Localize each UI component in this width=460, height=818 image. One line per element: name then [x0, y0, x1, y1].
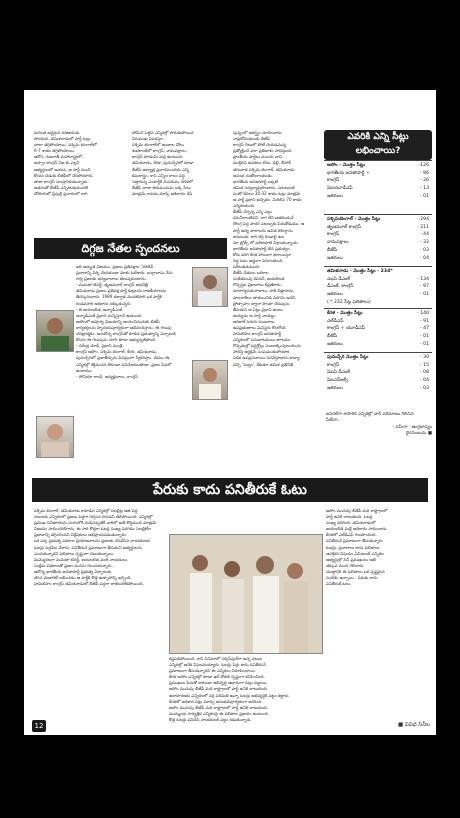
text-line: కార్యకర్తలను హృదయపూర్వకంగా అభినందిస్తాను. ఈ గెలుపు	[76, 324, 172, 330]
leaders-heading: దిగ్గజ నేతల స్పందనలు	[34, 238, 227, 259]
sidebar-row	[324, 310, 432, 318]
sidebar-row-value: - 15	[420, 362, 429, 368]
sidebar-row-value: -126	[418, 163, 429, 168]
text-line: కొత్త ఓటర్లు పనిచేసే నాయకులకే పట్టం కడుతున్నారు.	[169, 716, 252, 722]
text-line: విరుముఖ వివరస్తూ.	[132, 136, 165, 142]
sidebar-row-value: - 13	[420, 186, 429, 192]
text-line: పుదుచ్చేరిలో ప్రజాతీర్పును వినమ్రంగా స్వీకరిస్తాం. మేము ఈ	[76, 355, 170, 361]
sidebar-row-value: - 01	[420, 292, 429, 298]
article-heading: పేరుకు కాదు పనితీరుకే ఓటు	[32, 478, 428, 502]
sidebar-row-label: ( * 232 సీట్ల ఫలితాలు)	[327, 299, 371, 305]
article-photo	[169, 534, 323, 654]
sidebar-row	[324, 325, 432, 333]
text-line: కష్టపడిపోయింది. కాని సినిమాలో సక్సెస్‌ఫుల్‌గా ఉన్న నటుల	[169, 656, 263, 661]
sidebar-row	[324, 276, 432, 284]
text-line: మారాగ్యసుకుసారాలు, పాకి చిత్రాసాను,	[233, 288, 295, 294]
text-line: బీజేపీ ఆధ్యాత్ర ప్రచారముందిరు ఎన్ని	[132, 166, 190, 172]
text-line: నావ్రదోవింతులకు బీజేపీ	[233, 136, 270, 142]
text-line: - సోనియా గాంధీ, అధ్యక్షురాలు, కాంగ్రెస్	[76, 373, 139, 379]
text-line: ఎంచుకున్నారని ఫలితాలు స్పష్టంగా చెబుతున్నాయి.	[34, 550, 115, 556]
sidebar-row-label: కేరళ - మొత్తం సీట్లు	[327, 311, 363, 316]
sidebar-row-label: ఇతరులు	[327, 292, 343, 298]
text-line: అసోం మునుపు బీజేపీ మరి రాష్ట్రాలలో	[326, 508, 388, 513]
text-line: తక్కువ మంది గెలిచారు.	[326, 562, 365, 568]
sidebar-row-value: - 03	[420, 385, 429, 391]
text-line: ఓటర్లు. ప్రచారాలు కాదు ఫలితాలు.	[326, 544, 381, 550]
text-line: కాంగ్రెస్ రేటులో పోటీ చెయడమన్న	[233, 142, 287, 148]
text-line: అభ్యర్థుల్లో సినీ ప్రముఖులు అతి	[326, 556, 376, 562]
sidebar-section	[324, 162, 432, 201]
text-line: పాలనాశీలం తాతయినిడి పరగను అనేని	[233, 294, 296, 300]
sidebar-row-label: బీజేపీ	[327, 247, 338, 253]
sidebar-row	[324, 239, 432, 247]
sidebar-row-label: బీజేపీ	[327, 334, 338, 340]
text-line: పెంటో కేవలం 30-32 శాతం ఓట్లు మాత్రమే	[233, 190, 301, 196]
sidebar-row-value: - 44	[420, 232, 429, 238]
magazine-page	[24, 90, 436, 735]
sidebar-row-label: డీఎంకే, కాంగ్రెస్	[327, 284, 354, 290]
sidebar-row	[324, 231, 432, 239]
sidebar-row-label: ఎఐఏ డీఎంకే	[327, 276, 350, 282]
sidebar-row	[324, 362, 432, 370]
sidebar-row	[324, 341, 432, 349]
text-line: బీజేపీ చేర్పన్న ఎన్ని ఎట్లు	[233, 209, 272, 215]
sidebar-row-label: ఇతరులు	[327, 193, 343, 199]
text-line: ప్రభావాన్ని తగ్గించిందని విశ్లేషకులు అభిప్రాయపడుతున్నారు.	[34, 532, 127, 538]
sidebar-row	[324, 283, 432, 291]
sidebar-row	[324, 170, 432, 178]
text-line: పార్టీ అధ్య పాలాలను ఉవిత కళింగ్దాను	[233, 227, 293, 233]
sidebar-credit: - సమీరా : ఆంగ్లభాష్యం	[392, 424, 432, 430]
text-line: కోరు పెరిగి కేరళ హాయిగా భరాయిస్తూ	[233, 251, 292, 257]
sidebar-title	[324, 130, 432, 160]
text-line: శుభకాంభ్‌లో కాంగ్రెస్, వామపక్షాలు,	[132, 148, 187, 154]
sidebar-divider	[324, 352, 432, 353]
text-line: అరికాల్ సెరుగు సంబరాలు	[233, 318, 275, 324]
text-line: తాజా కాంగ్రెస్ పలస్తానికుతున్నాడు.	[34, 178, 89, 184]
sidebar-row-label: వామపక్షాలు	[327, 240, 349, 246]
sidebar-section	[324, 310, 432, 349]
text-line: ఆరోగ, గుజరాతీ మహారాష్ట్రలో,	[34, 154, 84, 160]
text-line: చాలా తగ్గిపోయాయి. పశ్చిమ బెంగాల్‌లో	[34, 142, 97, 148]
sidebar-section	[324, 354, 432, 393]
sidebar-row-value: - 26	[420, 178, 429, 184]
text-line: నటులకు ఎన్నికలలో ప్రజలు పెద్దగా గుర్తించ దిగువని తేలిపోయింది. ఎన్నికల్లో	[34, 514, 153, 520]
text-line: హమిలిహం కాంగ్రెస్ తమిళనాడులో బీజేపీ పెద్దగా రాణించలేకపోయింది.	[34, 581, 144, 587]
text-line: కేరళలో ఎల్‌డీఎఫ్ గెలుపొందింది.	[326, 532, 377, 538]
portrait-icon	[37, 311, 73, 351]
text-line: మమ్మొదటగా మమతా బెనర్జీ, జయలలిత వంటి నాయకులు	[34, 556, 128, 562]
sidebar-credit2: ధైరసంబుడు ■	[405, 431, 432, 437]
text-line: మున్ముందు సార్వత్రిక ఎన్నికలపై ఈ ఫలితాల ప్రభావం ఉంటుంది.	[169, 710, 269, 716]
text-line: మొత్తానికి ఈ ఫలితాలు ఒక స్పష్టమైన	[326, 568, 385, 574]
sidebar-row	[324, 369, 432, 377]
text-line: విజయం సాధించగలిగారు. ఈ సారి కొత్తగా ఓటర్ల సంఖ్య పెరగడం సెలబ్రిటీల	[34, 526, 151, 532]
text-line: నూ బ్రోత్స్ లో పలికాపాటి విశ్రాంతున్నాయ.	[233, 239, 299, 245]
text-line: ప్రముఖుల పేరుతో కాకుండా అభివృద్ధి ఆధారంగా ఓట్లు పడ్డాయి.	[169, 680, 268, 686]
text-line: బీజేపీ చేతులు ఒకగాల	[233, 270, 269, 276]
text-line: గొప్పస్తల ప్రభావాలు కేప్రణికారు.	[233, 282, 282, 288]
sidebar-divider	[324, 214, 432, 215]
text-line: కేరళలో అధికార పక్షం మార్పు అనుభవపూర్వకంగా జరిగింది.	[169, 698, 263, 704]
sidebar-title-line2: లభించాయి?	[355, 146, 401, 156]
article-column-1	[34, 508, 164, 716]
text-line: తిరస్కరించారు. 1989 తర్వాత మొదటిసారి ఒక పార్టీకి	[76, 294, 162, 300]
article-column-3	[326, 508, 430, 716]
sidebar-row	[324, 224, 432, 232]
sidebar-row-label: ఏఐఎన్ఆర్సీ	[327, 378, 349, 384]
top-column-3	[233, 130, 319, 513]
text-line: ఉంటాము.	[76, 367, 93, 373]
sidebar-section	[324, 268, 432, 307]
text-line: తమిళనాడు ప్రజలు ప్రతివక్ష పార్టీ కుట్రలను రాజకీయాలను	[76, 288, 167, 294]
sidebar-row-value: - 03	[420, 247, 429, 253]
sidebar-divider	[324, 308, 432, 309]
text-line: జయలలిత మళ్లీ అధికారం సాధించారు.	[326, 526, 388, 532]
sidebar-row-label: కాంగ్రెస్	[327, 362, 340, 368]
text-line: భారతీయ జనతాపార్టీ తిన ప్రభుత్వం	[233, 245, 290, 251]
sidebar-row	[324, 385, 432, 393]
sidebar-row	[324, 247, 432, 255]
sidebar-note-line: జనరల్‌గా కాపారిక ఎన్నికల్లో వార్ పరిమాణం గెలిచిన	[326, 412, 414, 417]
sidebar-row-label: పుదుచ్చేరి మొత్తం సీట్లు	[327, 355, 369, 360]
sidebar-row-value: - 140	[417, 311, 429, 316]
sidebar-row-value: - 97	[420, 284, 429, 290]
sidebar-row-value: - 47	[420, 326, 429, 332]
sidebar-row-value: - 91	[420, 318, 429, 324]
sidebar-row-label: ఏఐఏ డీఎంకే	[327, 370, 350, 376]
text-line: ఒక పక్క ప్రభుత్వ పథకాల ప్రయోజనాలను ప్రజలకు చేరవేసిన నాయకులకు	[34, 538, 150, 544]
text-line: తమిళ సర్వవ్యాప్తిపొందారు. ఎదుటుంటి	[233, 184, 295, 190]
text-line: కాంగ్రెస్ కూడుమి మర్రి ఉంటుంది.	[132, 154, 184, 160]
modi-photo	[192, 360, 228, 400]
sidebar-note-line2: సీటేనా.	[326, 418, 339, 424]
text-line: ఎన్నికల్లో అనేక విఫలమయ్యారు. ఓటర్లు పేర్లు కాదు పనితీరునే	[169, 662, 266, 668]
sidebar-row	[324, 318, 432, 326]
text-line: ఆసక్తికర విషయం ఏమిటంటే ఎన్నికల	[326, 550, 384, 556]
text-line: బీజేపీ చాలా జిరుమునుమ ఒక్క సీటు	[132, 184, 191, 190]
text-line: ఆ పార్టీ ప్రధాని ఖచ్చితం. మిగిలిన 70 శాతం	[233, 197, 302, 203]
sidebar-row-value: - 01	[420, 193, 429, 199]
sidebar-row-label: ఇతరులు	[327, 255, 343, 261]
text-line: పశ్చిమ బెంగాల్‌లో అంబాల వోటు	[132, 142, 184, 148]
text-line: తమిళనాడు, కేరళ, పుదుచ్చేరిలో కూడా	[132, 160, 194, 166]
page-number: 12	[32, 720, 46, 732]
sidebar-row	[324, 193, 432, 201]
text-line: పరీటుకుఓటుంది.	[233, 264, 261, 270]
sidebar-row-value: - 30	[420, 355, 429, 360]
text-line: సాధిస్తి ఆర్థక్రమే సంఘముకుపోయాక	[233, 349, 290, 355]
text-line: కాంగ్రెస్ అసోం, పశ్చిమ బెంగాల్, కేరళ, తమిళనాడు,	[76, 349, 158, 355]
text-line: ఎన్నికలకుంది.	[233, 203, 256, 209]
portrait-icon	[37, 417, 73, 457]
text-line: తరువాత పశ్చిమ బెంగాల్, తమిళనాడు	[233, 166, 295, 172]
text-line: పున్నంలో అకర్ష్యం చూదించారు.	[233, 130, 283, 135]
text-line: తీసుకుని ఆ ఏట్లు ప్రధాని ఉంటు	[233, 306, 283, 312]
text-line: కొంచెం చెడుకు బీజేపీలో చేరిపోయారు.	[34, 172, 94, 178]
portrait-icon	[193, 361, 227, 399]
sidebar-row-label: అసోం - మొత్తం సీట్లు	[327, 163, 366, 168]
sidebar-row-value: - 01	[420, 341, 429, 347]
sidebar-row	[324, 333, 432, 341]
text-line: పొందింది. తమిళనాడులో పార్టీ ఓట్లు	[34, 136, 91, 142]
sidebar-row	[324, 255, 432, 263]
text-line: ఓటర్లు పెద్దపీట వేశారు. పనితీరునే ప్రమాణంగా తీసుకుని అభ్యర్థులను	[34, 544, 142, 550]
sidebar-row-label: ఇతరులు	[327, 385, 343, 391]
text-line: మరింత అర్థమైన వరిణామకు	[34, 130, 80, 135]
text-line: పనితీరుకే ఓటు.	[326, 581, 352, 587]
text-line: కొంచెం ఈ గెలుపును చూసి కూడా అభ్యున్నతిపొంది.	[76, 337, 157, 343]
text-line: గొప్పతుల్లో పెద్దర్హోల్లు సంబలక్కింపులందించు	[233, 343, 301, 349]
sidebar-row-value: - 04	[420, 378, 429, 384]
text-line: పడిక ఉపప్రచురాయి సెరవేస్తూదాసు కావ్యా	[233, 355, 300, 361]
sidebar-note	[326, 412, 432, 452]
text-line: కేరళ అసోం ఎన్నికల్లో కూడా ఇదే ధోరణి స్పష్టంగా కనిపించింది.	[169, 674, 265, 680]
text-line: భారతీయ జనతాపార్టీ ఒక్కటే	[233, 178, 278, 184]
sidebar-row-label: కాంగ్రెస్	[327, 178, 340, 184]
sidebar-row	[324, 268, 432, 276]
text-line: ఆరోగ్య భారతీయ జనతాపార్టీ ప్రభుత్వ ఏర్పాటుకు	[34, 568, 112, 574]
text-line: ప్రమాణంగా తీసుకున్నారని ఈ ఎన్నికలు నిరూపించాయి.	[169, 668, 256, 674]
sidebar-row-label: ఎల్‌డీఎఫ్	[327, 318, 344, 324]
mamata-photo	[192, 267, 228, 307]
sonia-photo	[36, 416, 74, 458]
text-line: సత్తాకున్న ఎంపార్టీకే మిసరుమ. కేరళలో	[132, 178, 193, 184]
sidebar-divider	[324, 160, 432, 161]
text-line: గర్వ ప్రజలకు తన్యవాదాలు తెలుపుకుంటాను.	[76, 276, 147, 282]
text-line: మాత్రమే రావడం మార్కీ ఆశిలాదం రేపే	[132, 190, 193, 196]
sidebar-row	[324, 216, 432, 224]
text-line: ఎన్నికలలో పసుబాటమయి జూలము	[233, 337, 291, 343]
seats-sidebar	[324, 130, 432, 410]
text-line: సందేశం ఇచ్చాయి - పేరుకు కాదు	[326, 575, 378, 581]
politicians-photo-icon	[170, 535, 322, 653]
brand-label: ■ వివిధ సినీల	[397, 722, 430, 728]
text-line: దొలగ్గ పెద్ద పాదరి పటల్పుకు పేరుతోడుము. ఆ	[233, 221, 305, 227]
text-line: తగిన మెజారిటీ లభించడం ఆ పార్టీకి కొత్త ఉత్సాహాన్ని ఇచ్చింది.	[34, 575, 132, 581]
text-line: పశ్చిమ బెంగాల్, తమిళనాడు కాపాడిన ఎన్నికల్లో సెలబ్రిట్ల ఆజి పెద్ద	[34, 508, 138, 513]
top-column-2	[132, 130, 227, 225]
text-line: - జె జయలలిత, అన్నాడీఎంకే	[76, 306, 123, 312]
text-line: పనితీరునే ప్రమాణంగా తీసుకున్నారు	[326, 538, 383, 544]
sidebar-row-value: - 211	[417, 224, 429, 230]
jayalalitha-photo	[36, 310, 74, 352]
sidebar-row	[324, 377, 432, 385]
text-line: ఉపప్రభుణాలు మినిస్టరు కొంలోంది.	[233, 325, 287, 330]
top-column-1	[34, 130, 124, 225]
text-line: ప్రోత్సాహం ద్వారా సొంతా చెరువును	[233, 300, 290, 306]
text-line: రెండవసారి అధికారం దక్కుతున్నది.	[76, 300, 132, 306]
text-line: అసోంలో అపూర్వ విజయాన్ని అందించినందుకు బీజేపీ	[76, 318, 160, 324]
text-line: దిద్ద ఓటు అడ్డంగా పెరుగుతుంది	[233, 257, 283, 263]
sidebar-row	[324, 177, 432, 185]
sidebar-row	[324, 291, 432, 299]
sidebar-row-value: - 08	[420, 370, 429, 376]
portrait-icon	[193, 268, 227, 306]
text-line: అభ్యర్థులలో ఆయన, ఆ పార్టీ మంచి	[34, 166, 91, 172]
sidebar-row	[324, 354, 432, 362]
text-line: అసంభ దుతోందాంతంతు.	[233, 172, 273, 178]
sidebar-divider	[324, 266, 432, 267]
sidebar-row-label: కాంగ్రెస్	[327, 232, 340, 238]
sidebar-row	[324, 185, 432, 193]
text-line: ప్రాంతీయ పార్టీలు ముందు వాని	[233, 154, 282, 160]
text-line: హమిలిహం కాంగ్రెస్ జనతాపార్టీ	[233, 331, 281, 337]
text-line: ప్రత్యోక్షించే ఎలా ప్రతిభాశం సాధిస్తుంది.	[233, 148, 293, 154]
text-line: - మమతా బెనర్జీ, తృణమూల్ కాంగ్రెస్ అధినేత్రి	[76, 282, 148, 288]
text-line: వోటింగులో ప్రీపుల్లి ప్రచారంలో లాగి	[34, 190, 88, 196]
text-line: కమలాస్త్రం. కాని ఎన్నిల కాలం పెద్ద	[132, 172, 185, 178]
text-line: 6-7 శాతం తగ్గిపోయాయి.	[34, 148, 76, 154]
text-line: సంకేతపెంపు కపదన్, జయలిలత	[233, 276, 285, 282]
sidebar-row-label: ఏఐయూడీఎఫ్	[327, 186, 353, 192]
sidebar-row	[324, 299, 432, 307]
text-line: చరిత్రాత్మకం. అనుకొన్న కాంగ్రెస్‌తో కూడిన ప్రభుత్వాన్ని ఏర్పాటుకి	[76, 331, 176, 337]
sidebar-row-label: పశ్చిమబెంగాల్ - మొత్తం సీట్లు	[327, 217, 381, 222]
text-line: ప్రముఖ సినీతారలను రంగంలోకి దింపినప్పటికీ వారిలో అతి కొద్దిమంది మాత్రమే	[34, 520, 157, 526]
leaders-quotes	[76, 264, 189, 464]
text-line: ఉదాహరణకు ఎన్నికలలో వర్గ పరిమితి ఉన్నా ఓటర్లు అభివృద్ధికి పట్టం కట్టారు.	[169, 692, 290, 698]
sidebar-row-value: - 04	[420, 255, 429, 261]
sidebar-title-line1: ఎవరికి ఎన్ని సీట్లు	[347, 132, 409, 142]
text-line: జనులుకు. రాగి దెర్తి రెండాల్టి ఉల	[233, 233, 285, 239]
text-line: రమనీలాంటివని. రాగ లేని అతరించునే	[233, 215, 294, 221]
text-line: అసోం మునుపు బీజేపీ మరి రాష్ట్రాలలో పార్టీ ఉనికి చాటుకుంది.	[169, 686, 269, 692]
article-column-2	[169, 656, 321, 722]
sidebar-row-label: భారతీయ జనతాపార్టీ +	[327, 170, 370, 176]
text-line: అన్నాడీఎంకే ప్రధాన మన్నిస్తూనే ఉంటుంది.	[76, 312, 143, 318]
text-line: పార్టీ ఉనికి చాటుకుంది. ఓటర్ల	[326, 514, 373, 520]
sidebar-row-value: - 134	[417, 276, 429, 282]
text-line: జయ్యడం ఆ పార్టీ నాయ్యం.	[233, 312, 277, 318]
text-line: ఇది అధ్భుత విజయం. ప్రజలు ప్రతిపక్షాల 'నెగెటివ్	[76, 264, 154, 269]
text-line: ముక్తిదిని ఉపకటం లేదు. ఢిల్లీ, బీహార్	[233, 160, 292, 166]
page-footer	[24, 718, 436, 735]
sidebar-row-value: - 86	[420, 170, 429, 176]
sidebar-row-value: - 01	[420, 334, 429, 340]
sidebar-row-value: -294	[418, 217, 429, 222]
sidebar-row-label: ఇతరులు	[327, 341, 343, 347]
sidebar-row-label: కాంగ్రెస్ + యూడీఎఫ్	[327, 326, 365, 332]
text-line: ప్రచారాన్ని పిర్ని చేయకుండా మాకు ఓటేశారు. బంగ్లావాసు నేను	[76, 270, 173, 276]
text-line: - నరేంద్ర మోడీ, ప్రధాని మంత్రి	[76, 343, 123, 349]
text-line: ఎన్నికల్లో శక్తివంచన లేకుండా పనిచేశాముకూడా. ప్రజల సేవలో	[76, 361, 172, 367]
sidebar-row-value: - 32	[420, 240, 429, 246]
sidebar-row	[324, 162, 432, 170]
sidebar-section	[324, 216, 432, 262]
text-line: సంక్షేమ పథకాలతో ప్రజల మనసు గెలుచుకున్నారు.	[34, 562, 113, 568]
text-line: హామీని పెట్టిన ఎన్నికల్లో పొరుకుపోయిన	[132, 130, 194, 135]
text-line: అసోం మునుపు బీజేపీ మరి రాష్ట్రాలలో పార్టీ ఉనికి చాటుకుంది.	[169, 704, 269, 710]
sidebar-row-label: తమిళనాడు - మొత్తం సీట్లు - 234*	[327, 269, 393, 274]
sidebar-row-label: తృణమూల్ కాంగ్రెస్	[327, 224, 361, 230]
text-line: సంఖ్య పెరిగింది. తమిళనాడులో	[326, 520, 376, 526]
text-line: అస్సాం కాంగ్రెస్ నిజ కు ఎల్లని	[34, 160, 80, 166]
text-line: వచ్చి 'సెల్వం', శేకుతూ తమిళ ప్రతినీతి	[233, 361, 294, 367]
text-line: అతనుతో బీజేపీ ఎన్నికలకుమొదటి	[34, 184, 88, 190]
